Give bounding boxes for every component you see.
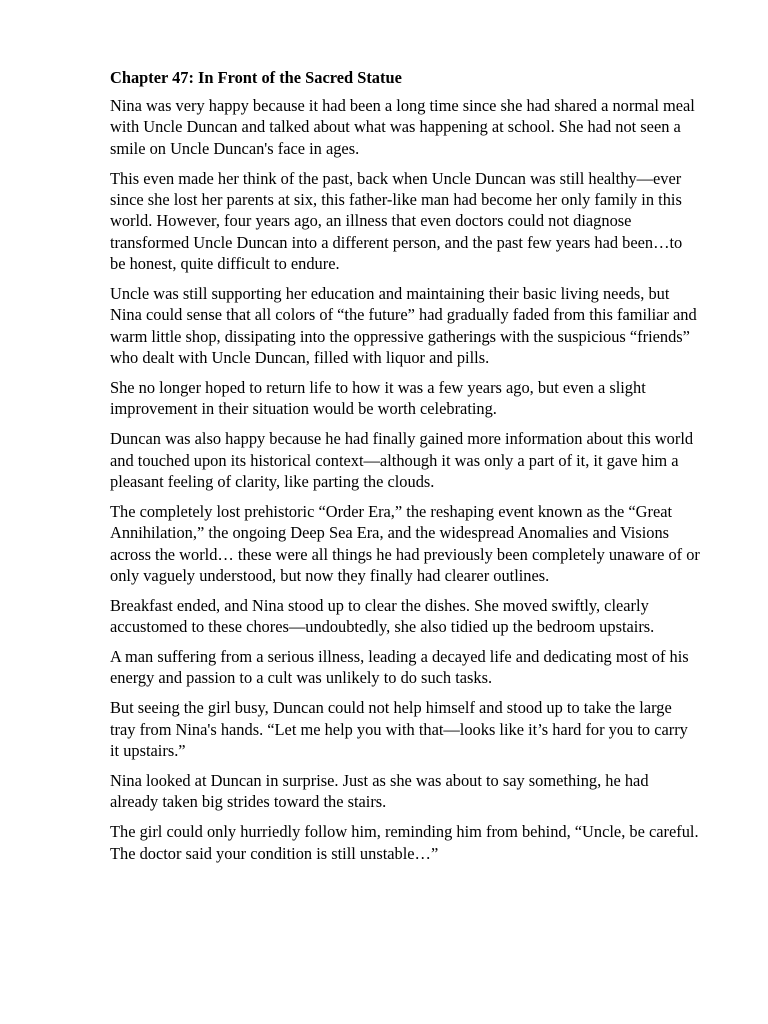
paragraph: She no longer hoped to return life to how it was a few years ago, but even a slight improvement in their situation would be worth celebrating.: [110, 378, 646, 419]
chapter-title: Chapter 47: In Front of the Sacred Statue: [110, 68, 402, 87]
paragraph: Nina was very happy because it had been a long time since she had shared a normal meal with Uncle Duncan and talked about what was happening at school. She had not seen a smile on Uncle Duncan's face in ages.: [110, 96, 695, 158]
paragraph: Uncle was still supporting her education and maintaining their basic living needs, but Nina could sense that all colors of “the future” had gradually faded from this familiar and warm little shop, dissipating into the oppressive gatherings with the suspicious “friends” who dealt with Uncle Duncan, filled with liquor and pills.: [110, 284, 697, 368]
document-page: [110, 66, 700, 872]
paragraph: Nina looked at Duncan in surprise. Just as she was about to say something, he had already taken big strides toward the stairs.: [110, 770, 649, 812]
paragraph: The girl could only hurriedly follow him, reminding him from behind, “Uncle, be careful. The doctor said your condition is still unstable…”: [110, 822, 699, 863]
paragraph: This even made her think of the past, back when Uncle Duncan was still healthy—ever since she lost her parents at six, this father-like man had become her only family in this world. However, four years ago, an illness that even doctors could not diagnose transformed Uncle Duncan into a different person, and the past few years had been…to be honest, quite difficult to endure.: [110, 168, 683, 274]
paragraph: But seeing the girl busy, Duncan could not help himself and stood up to take the large tray from Nina's hands. “Let me help you with that—looks like it’s hard for you to carry it upstairs.”: [110, 698, 688, 761]
paragraph: The completely lost prehistoric “Order Era,” the reshaping event known as the “Great Annihilation,” the ongoing Deep Sea Era, and the widespread Anomalies and Visions across the world… these were all things he had previously been completely unaware of or only vaguely understood, but now they finally had clearer outlines.: [110, 501, 700, 586]
paragraph: Duncan was also happy because he had finally gained more information about this world and touched upon its historical context—although it was only a part of it, it gave him a pleasant feeling of clarity, like parting the clouds.: [110, 429, 694, 492]
paragraph: A man suffering from a serious illness, leading a decayed life and dedicating most of his energy and passion to a cult was unlikely to do such tasks.: [110, 647, 689, 688]
paragraph: Breakfast ended, and Nina stood up to clear the dishes. She moved swiftly, clearly accustomed to these chores—undoubtedly, she also tidied up the bedroom upstairs.: [110, 595, 655, 637]
